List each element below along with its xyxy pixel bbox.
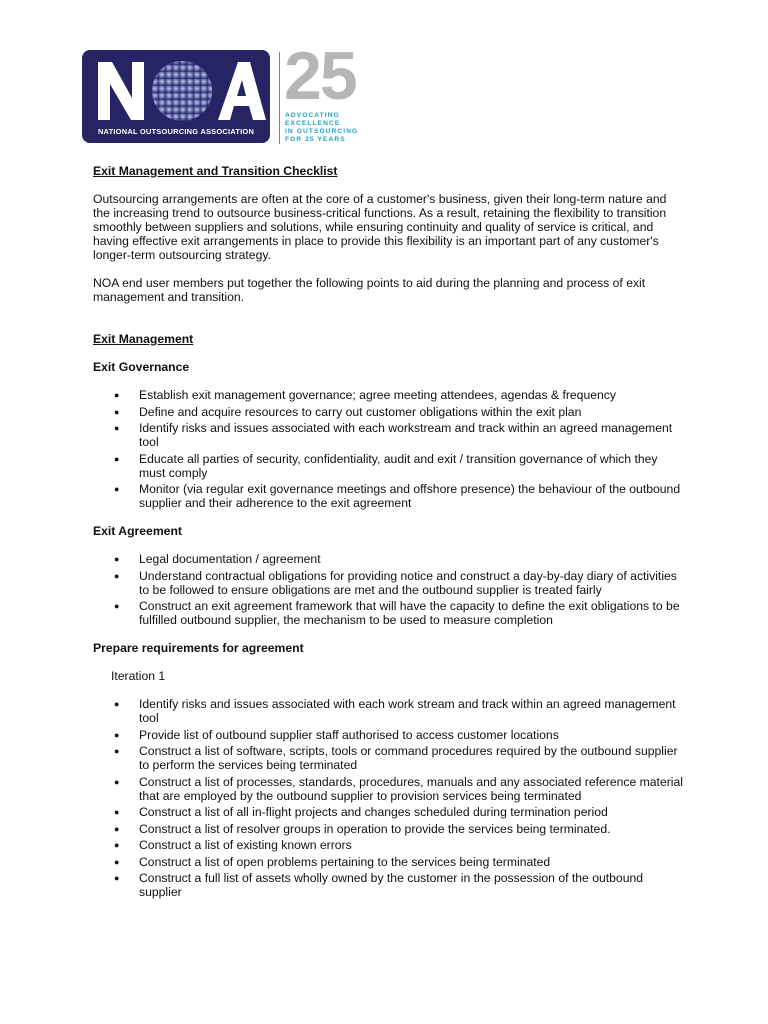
bullet-icon: ●: [114, 453, 120, 464]
list-item: [93, 405, 683, 419]
prepare-requirements-list: [93, 697, 683, 899]
bullet-icon: ●: [114, 807, 120, 817]
document-body: [93, 164, 683, 913]
bullet-icon: ●: [114, 406, 120, 417]
noa-25-logo: [82, 38, 372, 146]
tagline-line: IN OUTSOURCING: [285, 128, 359, 135]
list-item-text: Establish exit management governance; agree meeting attendees, agendas & frequency: [139, 388, 616, 402]
list-item: [93, 744, 683, 772]
bullet-icon: ●: [114, 570, 120, 581]
list-item: [93, 805, 683, 819]
bullet-icon: ●: [114, 729, 120, 740]
list-item-text: Educate all parties of security, confidentiality, audit and exit / transition governance of which they must comply: [139, 451, 658, 480]
bullet-icon: ●: [114, 776, 120, 787]
exit-agreement-list: [93, 552, 683, 627]
noa-logo-box: [82, 50, 270, 143]
anniversary-number: 25: [284, 38, 356, 114]
list-item: [93, 775, 683, 803]
list-item: [93, 599, 683, 627]
list-item-text: Provide list of outbound supplier staff authorised to access customer locations: [139, 727, 559, 742]
bullet-icon: ●: [114, 823, 120, 834]
list-item-text: Construct a full list of assets wholly owned by the customer in the possession of the outbound supplier: [139, 871, 644, 899]
bullet-icon: ●: [114, 390, 120, 400]
tagline-line: FOR 25 YEARS: [285, 136, 346, 143]
bullet-icon: ●: [114, 484, 120, 494]
list-item: [93, 552, 683, 566]
subheading-exit-agreement: Exit Agreement: [93, 524, 182, 538]
bullet-icon: ●: [114, 840, 120, 850]
list-item-text: Construct a list of software, scripts, tools or command procedures required by the outbound supplier to perform the services being terminated: [139, 744, 678, 772]
tagline-line: ADVOCATING: [285, 112, 340, 119]
list-item-text: Identify risks and issues associated with each workstream and track within an agreed management tool: [139, 421, 673, 449]
anniversary-tagline: [285, 112, 375, 144]
list-item: [93, 728, 683, 742]
document-title: Exit Management and Transition Checklist: [93, 164, 338, 178]
list-item: [93, 822, 683, 836]
list-item-text: Legal documentation / agreement: [139, 552, 321, 566]
list-item-text: Identify risks and issues associated with each work stream and track within an agreed management tool: [139, 697, 676, 725]
list-item: [93, 388, 683, 402]
list-item-text: Understand contractual obligations for providing notice and construct a day-by-day diary of activities to be followed to ensure obligations are met and the outbound supplier is treated fairly: [139, 568, 677, 597]
bullet-icon: ●: [114, 423, 120, 433]
list-item: [93, 838, 683, 852]
intro-paragraph: NOA end user members put together the following points to aid during the planning and process of exit management and transition.: [93, 276, 646, 304]
list-item: [93, 482, 683, 510]
subheading-exit-governance: Exit Governance: [93, 360, 190, 374]
list-item-text: Construct a list of processes, standards, procedures, manuals and any associated reference material that are employed by the outbound supplier to provision services being terminated: [139, 774, 683, 803]
list-item: [93, 871, 683, 899]
noa-caption: NATIONAL OUTSOURCING ASSOCIATION: [97, 127, 255, 136]
list-item: [93, 569, 683, 597]
list-item-text: Construct a list of resolver groups in operation to provide the services being terminated.: [139, 821, 611, 836]
intro-paragraph: Outsourcing arrangements are often at the core of a customer's business, given their long-term nature and the increasing trend to outsource business-critical functions. As a result, retaining the flexibility to transition smoothly between suppliers and solutions, while ensuring continuity and quality of service is critical, and having effective exit arrangements in place to provide this flexibility is an important part of any customer's longer-term outsourcing strategy.: [93, 192, 667, 262]
exit-governance-list: [93, 388, 683, 510]
bullet-icon: ●: [114, 554, 120, 564]
list-item-text: Define and acquire resources to carry out customer obligations within the exit plan: [139, 404, 582, 419]
bullet-icon: ●: [114, 699, 120, 709]
bullet-icon: ●: [114, 601, 120, 611]
list-item-text: Construct a list of all in-flight projects and changes scheduled during termination period: [139, 805, 608, 819]
tagline-line: EXCELLENCE: [285, 120, 341, 127]
bullet-icon: ●: [114, 746, 120, 756]
bullet-icon: ●: [114, 873, 120, 883]
subheading-prepare-requirements: Prepare requirements for agreement: [93, 641, 304, 655]
list-item-text: Construct a list of open problems pertaining to the services being terminated: [139, 854, 551, 869]
list-item-text: Construct a list of existing known errors: [139, 838, 352, 852]
list-item: [93, 855, 683, 869]
list-item: [93, 452, 683, 480]
list-item: [93, 421, 683, 449]
list-item-text: Monitor (via regular exit governance meetings and offshore presence) the behaviour of the outbound supplier and their adherence to the exit agreement: [139, 482, 681, 510]
iteration-label: Iteration 1: [111, 669, 166, 683]
logo-divider: [279, 52, 280, 144]
list-item: [93, 697, 683, 725]
noa-logo-lettering: [96, 58, 266, 122]
bullet-icon: ●: [114, 856, 120, 867]
list-item-text: Construct an exit agreement framework that will have the capacity to define the exit obligations to be fulfilled outbound supplier, the mechanism to be used to measure completion: [139, 599, 680, 627]
section-heading-exit-management: Exit Management: [93, 332, 194, 346]
